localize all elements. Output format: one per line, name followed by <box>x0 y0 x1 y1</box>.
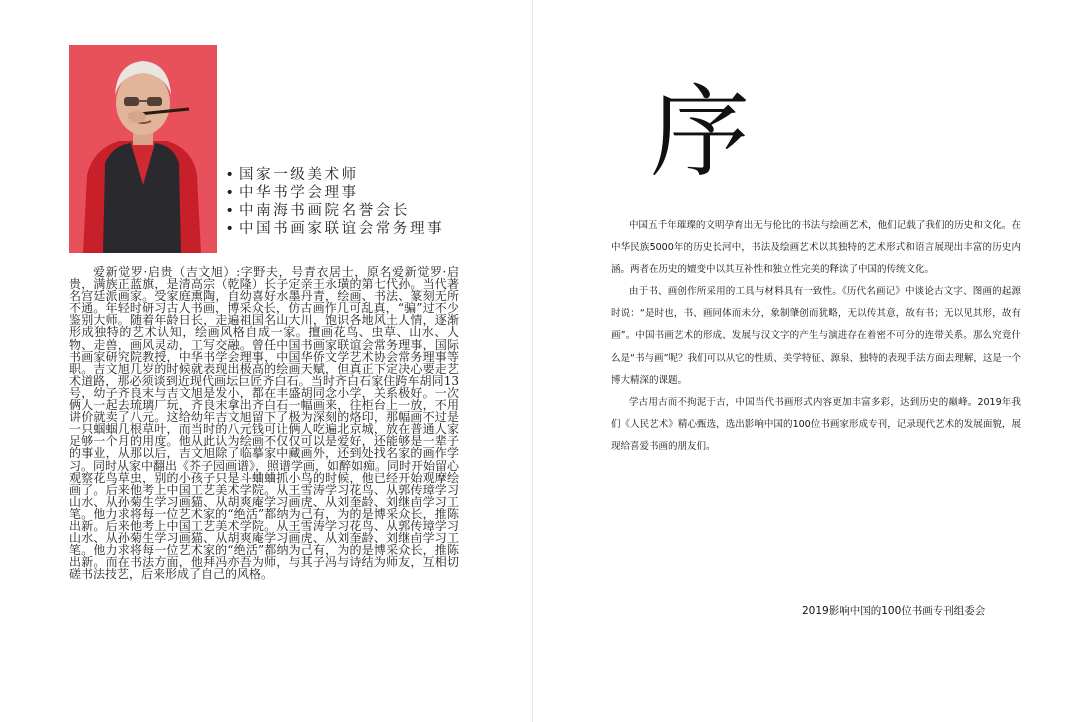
title-item <box>223 202 444 220</box>
artist-portrait <box>69 45 217 253</box>
bullet-icon: • <box>225 185 237 201</box>
title-item <box>223 220 444 238</box>
preface-paragraph: 中国五千年璀璨的文明孕育出无与伦比的书法与绘画艺术，他们记载了我们的历史和文化。在中华民族5000年的历史长河中，书法及绘画艺术以其独特的艺术形式和语言展现出丰富的历史内涵。两者在历史的嬗变中以其互补性和独立性完美的释读了中国的传统文化。 <box>611 220 1021 276</box>
artist-titles-list <box>223 166 444 238</box>
preface-title: 序 <box>650 74 750 191</box>
bullet-icon: • <box>225 167 237 183</box>
portrait-illustration <box>69 45 217 253</box>
preface-body <box>611 215 1021 458</box>
title-item <box>223 166 444 184</box>
preface-paragraph: 学古用古而不拘泥于古，中国当代书画形式内容更加丰富多彩，达到历史的巅峰。2019年我们《人民艺术》精心甄选，选出影响中国的100位书画家形成专刊，记录现代艺术的发展面貌，展现给喜爱书画的朋友们。 <box>611 396 1021 452</box>
bullet-icon: • <box>225 221 237 237</box>
page-fold-divider <box>532 0 533 722</box>
preface-paragraph: 由于书、画创作所采用的工具与材料具有一致性。《历代名画记》中谈论古文字、图画的起源时说：“是时也，书、画同体而未分，象制肇创而犹略，无以传其意，故有书；无以见其形，故有画”。中国书画艺术的形成、发展与汉文字的产生与演进存在着密不可分的连带关系。那么究竟什么是“书与画”呢？我们可以从它的性质、美学特征、源泉、独特的表现手法方面去理解，这是一个博大精深的课题。 <box>611 286 1021 386</box>
bullet-icon: • <box>225 203 237 219</box>
title-text: 国家一级美术师 <box>239 167 359 183</box>
title-text: 中南海书画院名誉会长 <box>239 203 410 219</box>
preface-signature: 2019影响中国的100位书画专刊组委会 <box>802 605 986 617</box>
title-item <box>223 184 444 202</box>
artist-biography: 爱新觉罗·启贵（吉文旭）:字野夫，号青衣居士，原名爱新觉罗·启贵，满族正蓝旗，是清高宗（乾隆）长子定亲王永璜的第七代孙。当代著名宫廷派画家。受家庭熏陶，自幼喜好水墨丹青，绘画、书法、篆刻无所不通。年轻时研习古人书画，博采众长，仿古画作几可乱真，“骗”过不少鉴别大师。随着年龄日长，走遍祖国名山大川，饱识各地风土人情，逐渐形成独特的艺术认知，绘画风格自成一家。擅画花鸟、虫草、山水、人物、走兽，画风灵动，工写交融。曾任中国书画家联谊会常务理事，国际书画家研究院教授，中华书学会理事，中国华侨文学艺术协会常务理事等职。吉文旭几岁的时候就表现出极高的绘画天赋，但真正下定决心要走艺术道路，那必须谈到近现代画坛巨匠齐白石。当时齐白石家住跨车胡同13号，幼子齐良末与吉文旭是发小，都在丰盛胡同念小学，关系极好。一次俩人一起去琉璃厂玩，齐良末拿出齐白石一幅画来，往柜台上一放，不用讲价就卖了八元。这给幼年吉文旭留下了极为深刻的烙印，那幅画不过是一只蝈蝈几根草叶，而当时的八元钱可让俩人吃遍北京城，放在普通人家足够一个月的用度。他从此认为绘画不仅仅可以是爱好，还能够是一辈子的事业，从那以后，吉文旭除了临摹家中藏画外，还到处找名家的画作学习。同时从家中翻出《芥子园画谱》，照谱学画，如醉如痴。同时开始留心观察花鸟草虫，别的小孩子只是斗蛐蛐抓小鸟的时候，他已经开始观摩绘画了。后来他考上中国工艺美术学院。从王雪涛学习花鸟、从郭传璋学习山水、从孙菊生学习画猫、从胡爽庵学习画虎、从刘奎龄、刘继卣学习工笔。他力求将每一位艺术家的“绝活”都纳为己有，为的是博采众长，推陈出新。后来他考上中国工艺美术学院。从王雪涛学习花鸟、从郭传璋学习山水、从孙菊生学习画猫、从胡爽庵学习画虎、从刘奎龄、刘继卣学习工笔。他力求将每一位艺术家的“绝活”都纳为己有，为的是博采众长，推陈出新。而在书法方面，他拜冯亦吾为师，与其子冯与诗结为师友，互相切磋书法技艺，后来形成了自己的风格。 <box>69 265 460 582</box>
title-text: 中国书画家联谊会常务理事 <box>239 221 445 237</box>
title-text: 中华书学会理事 <box>239 185 359 201</box>
